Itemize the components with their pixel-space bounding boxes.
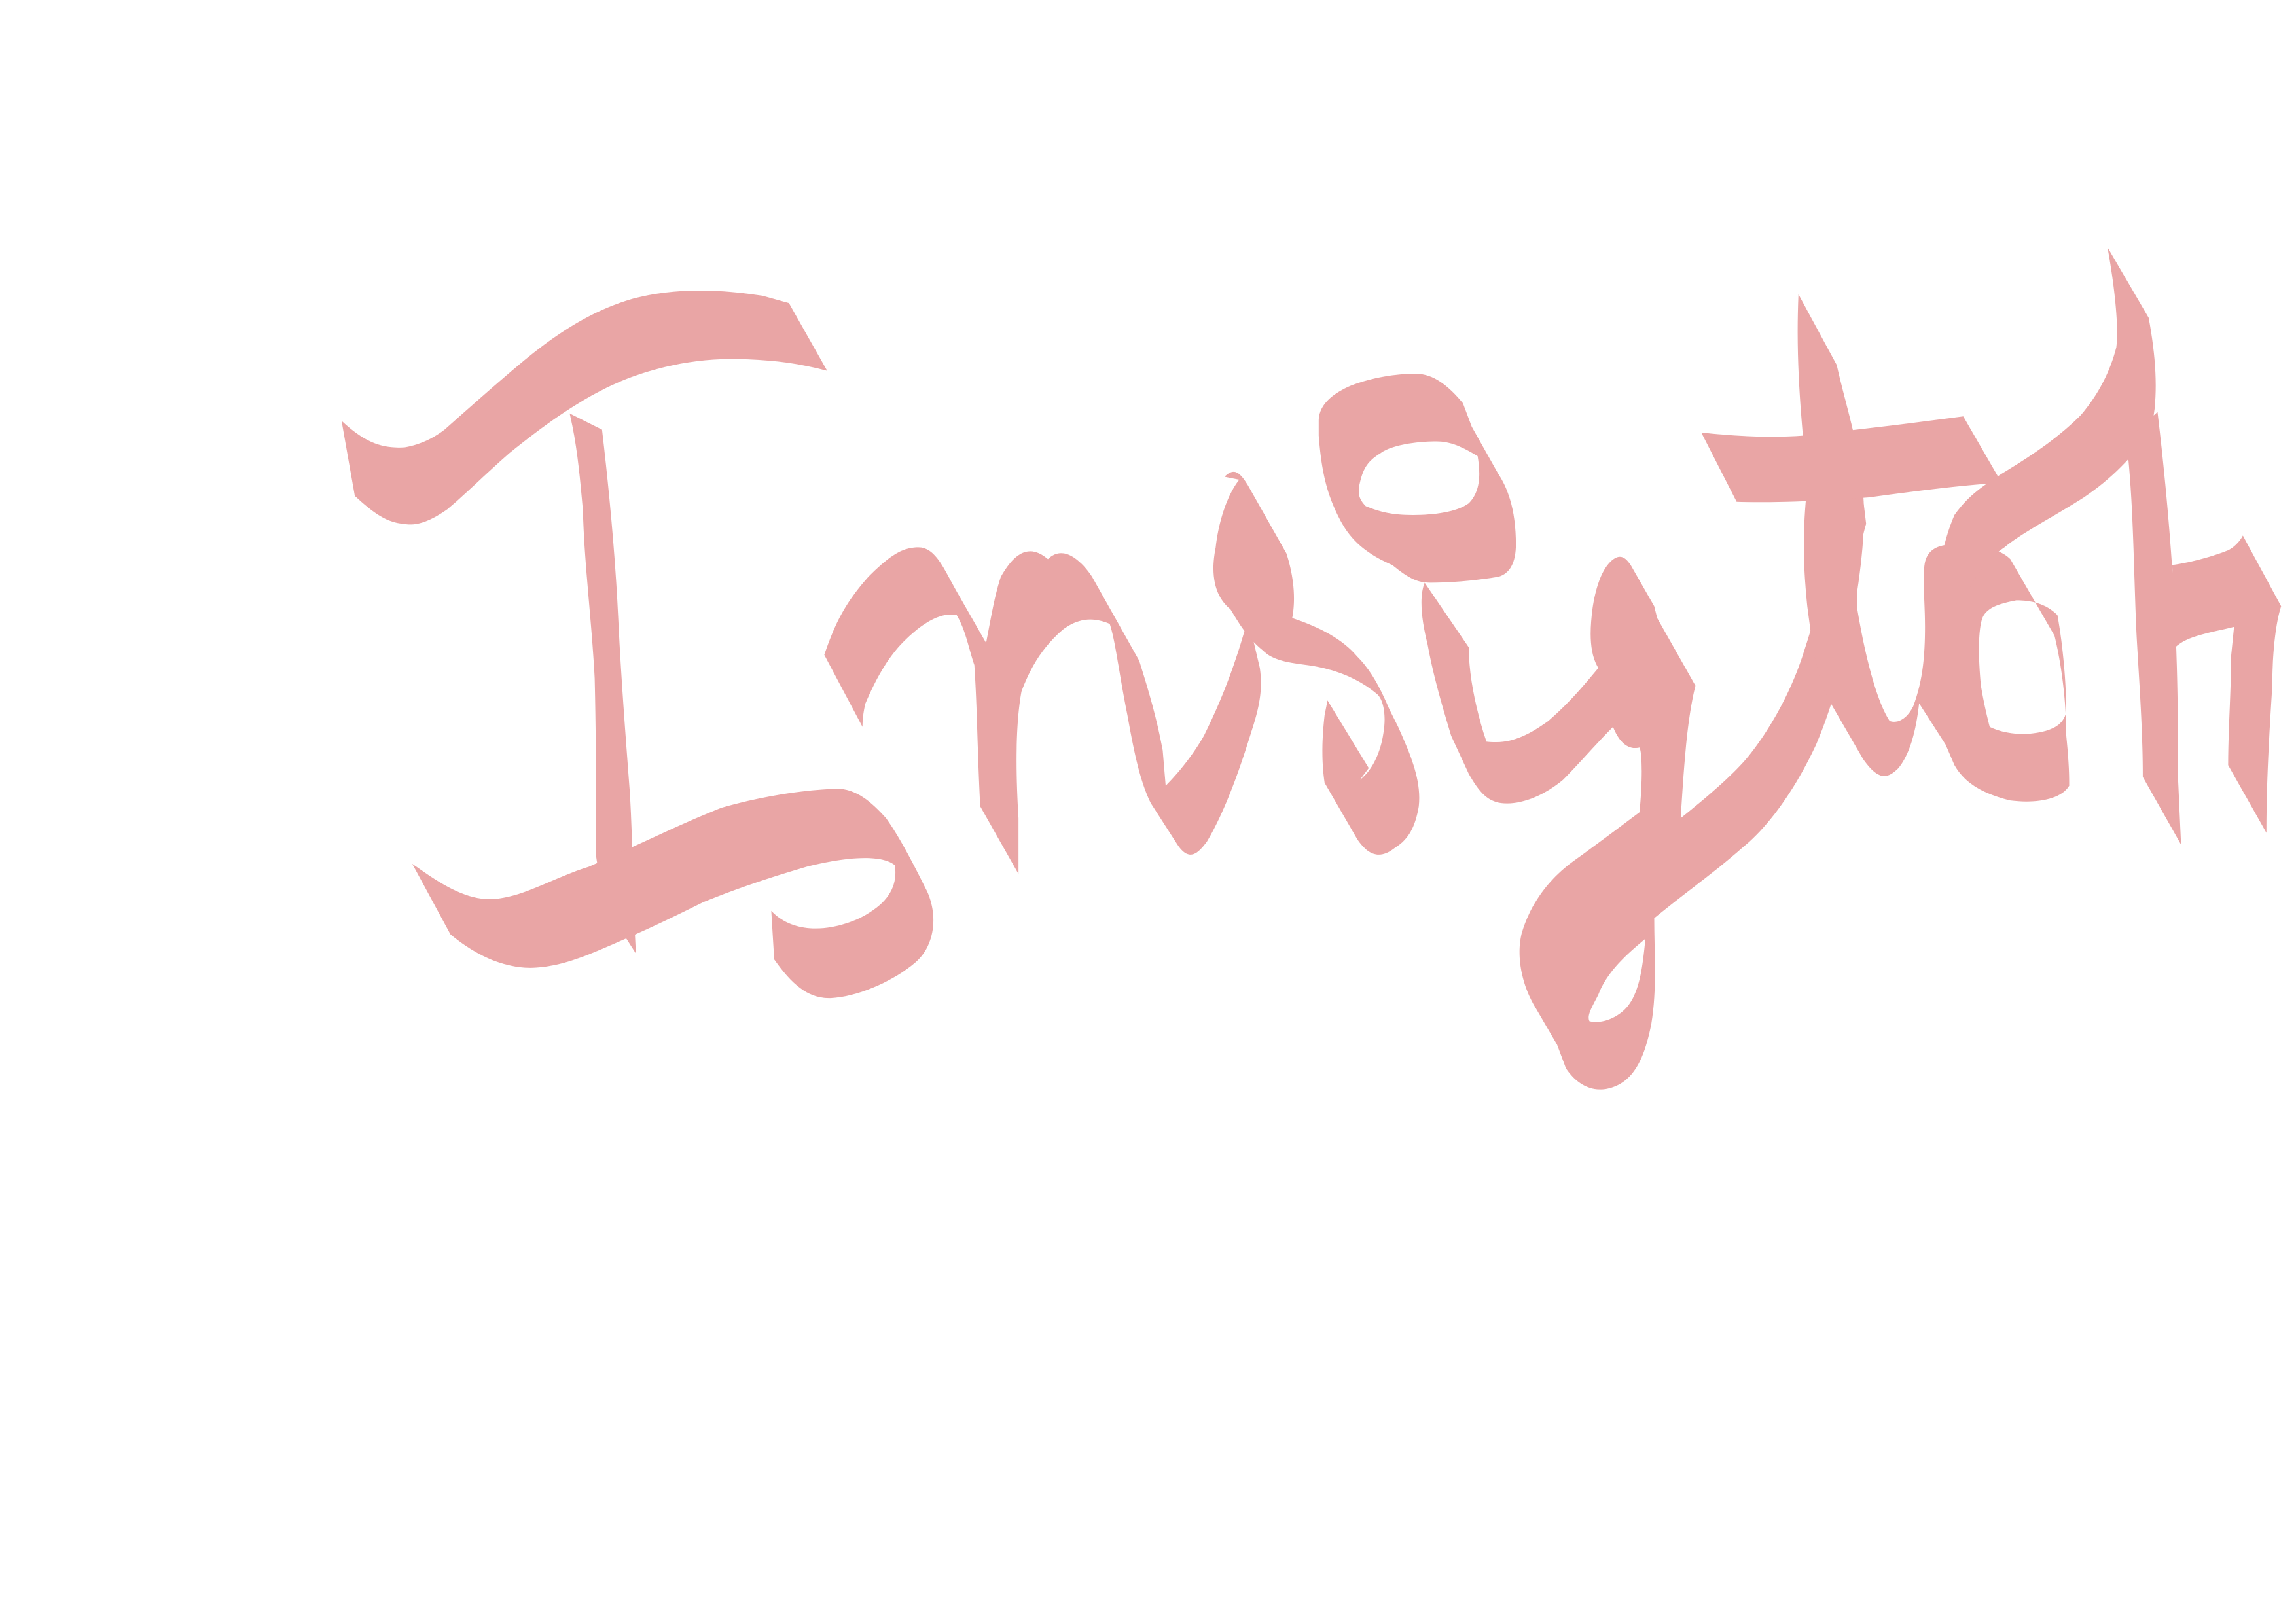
- letter-i-dot-loop: [1319, 374, 1516, 582]
- letter-i-bottom-swash: [412, 789, 933, 998]
- letter-h-right: [2125, 412, 2281, 845]
- letter-h-stem: [1798, 294, 2070, 802]
- letter-t-ascender: [1937, 247, 2156, 605]
